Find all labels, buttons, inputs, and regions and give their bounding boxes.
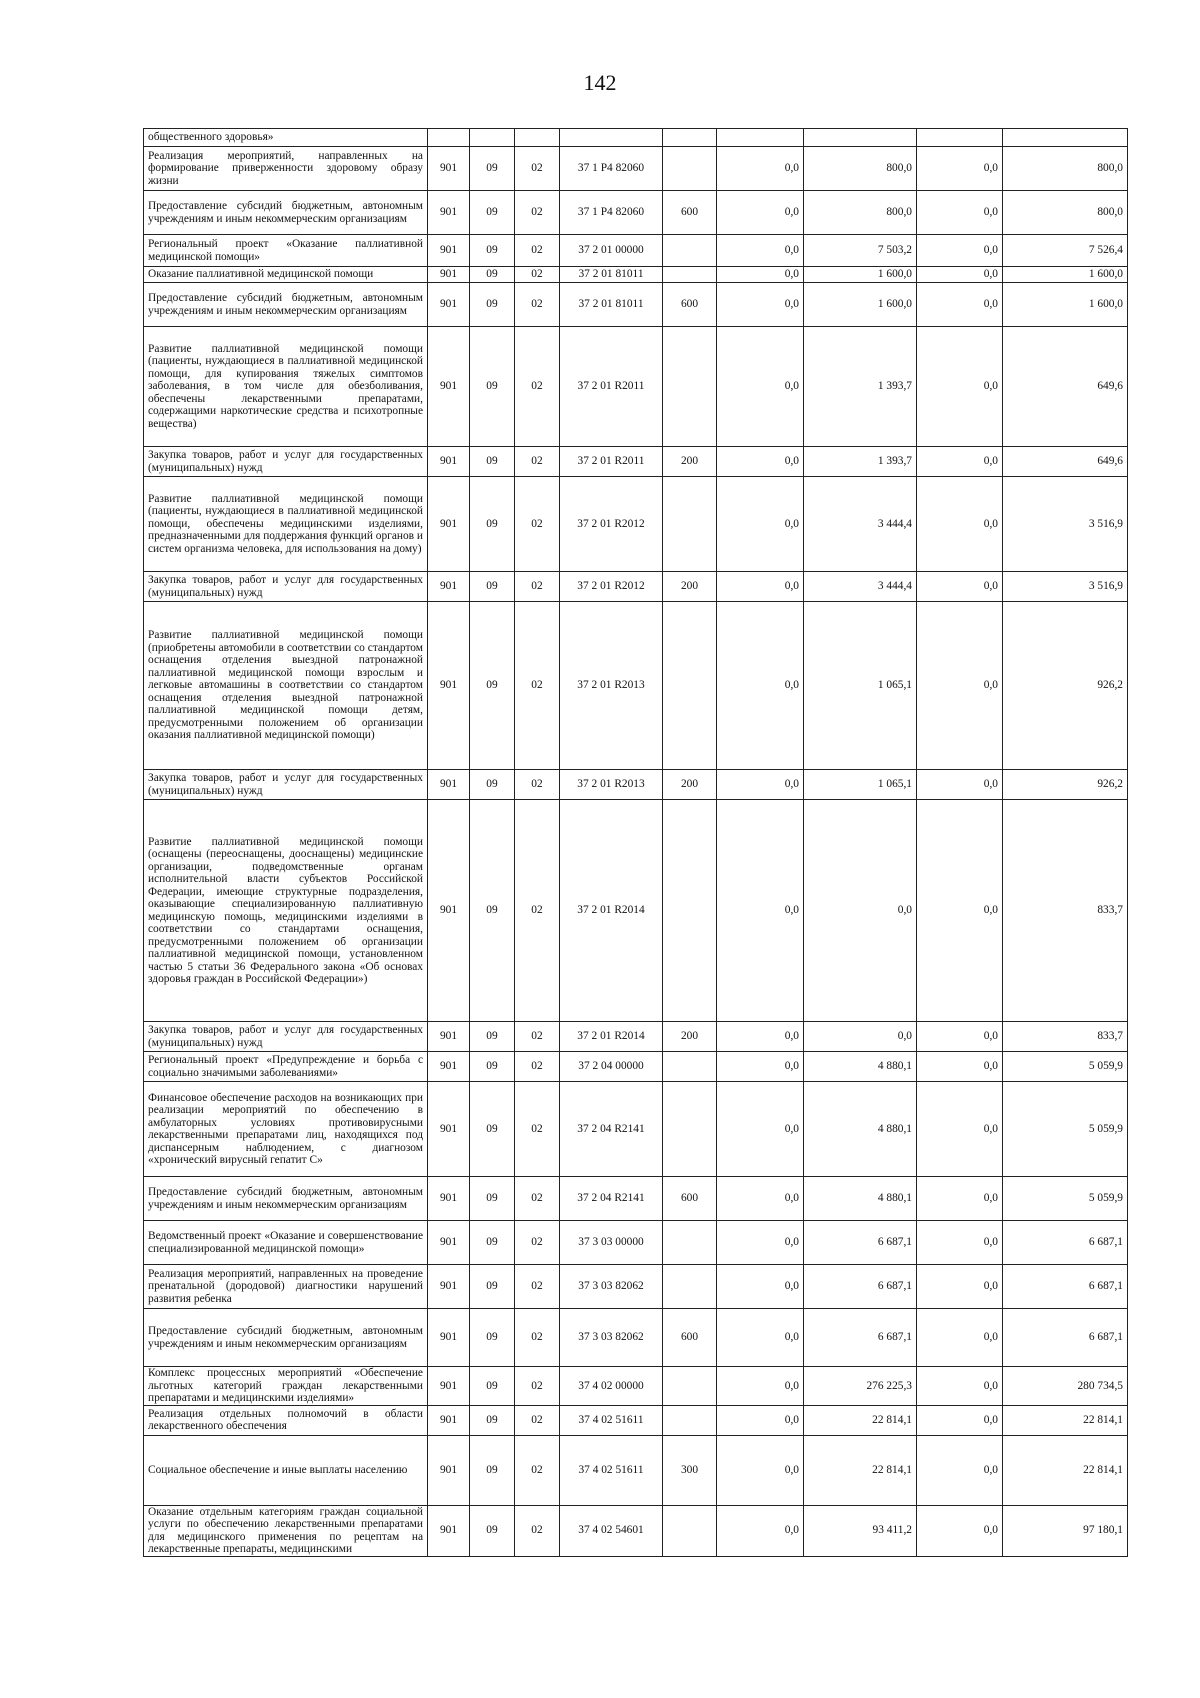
amount-3-cell: 0,0 (917, 1505, 1003, 1556)
department-code-cell: 901 (428, 572, 470, 602)
target-article-cell: 37 2 01 R2013 (560, 770, 663, 800)
amount-3-cell: 0,0 (917, 1435, 1003, 1505)
department-code-cell: 901 (428, 477, 470, 572)
subsection-code-cell: 02 (515, 1435, 560, 1505)
department-code-cell: 901 (428, 283, 470, 327)
subsection-code-cell: 02 (515, 147, 560, 191)
table-row (144, 267, 1128, 283)
department-code-cell: 901 (428, 602, 470, 770)
department-code-cell: 901 (428, 1082, 470, 1177)
row-name-cell: Реализация отдельных полномочий в области лекарственного обеспечения (144, 1405, 428, 1435)
row-name-cell: Развитие паллиативной медицинской помощи (оснащены (переоснащены, дооснащены) медицинские организации, подведомственные органам исполнительной власти субъектов Российской Федерации, имеющие структурные подразделения, оказывающие специализированную паллиативную медицинскую помощь, медицинскими изделиями в соответствии со стандартами оснащения, предусмотренными положением об организации паллиативной медицинской помощи, установленном частью 5 статьи 36 Федерального закона «Об основах здоровья граждан в Российской Федерации») (144, 800, 428, 1022)
subsection-code-cell (515, 129, 560, 147)
amount-3-cell: 0,0 (917, 1405, 1003, 1435)
target-article-cell: 37 4 02 00000 (560, 1367, 663, 1406)
amount-3-cell (917, 129, 1003, 147)
page-number: 142 (583, 70, 617, 95)
table-row (144, 1309, 1128, 1367)
amount-1-cell: 0,0 (717, 800, 804, 1022)
budget-table-body (144, 129, 1128, 1557)
expense-type-cell: 600 (663, 283, 717, 327)
amount-3-cell: 0,0 (917, 327, 1003, 447)
subsection-code-cell: 02 (515, 1405, 560, 1435)
amount-2-cell: 1 065,1 (804, 602, 917, 770)
section-code-cell: 09 (470, 1052, 515, 1082)
amount-1-cell: 0,0 (717, 1405, 804, 1435)
department-code-cell: 901 (428, 1309, 470, 1367)
amount-4-cell: 926,2 (1003, 602, 1128, 770)
amount-3-cell: 0,0 (917, 447, 1003, 477)
amount-2-cell: 0,0 (804, 1022, 917, 1052)
amount-3-cell: 0,0 (917, 1265, 1003, 1309)
target-article-cell: 37 2 04 R2141 (560, 1082, 663, 1177)
table-row (144, 129, 1128, 147)
subsection-code-cell: 02 (515, 1052, 560, 1082)
department-code-cell: 901 (428, 191, 470, 235)
row-name-cell: Социальное обеспечение и иные выплаты населению (144, 1435, 428, 1505)
expense-type-cell (663, 1221, 717, 1265)
row-name-cell: Закупка товаров, работ и услуг для государственных (муниципальных) нужд (144, 447, 428, 477)
department-code-cell: 901 (428, 1435, 470, 1505)
amount-1-cell: 0,0 (717, 191, 804, 235)
table-row (144, 1221, 1128, 1265)
table-row (144, 191, 1128, 235)
expense-type-cell: 200 (663, 447, 717, 477)
amount-1-cell: 0,0 (717, 572, 804, 602)
amount-3-cell: 0,0 (917, 1221, 1003, 1265)
department-code-cell: 901 (428, 1367, 470, 1406)
expense-type-cell: 200 (663, 1022, 717, 1052)
row-name-cell: Предоставление субсидий бюджетным, автономным учреждениям и иным некоммерческим организациям (144, 283, 428, 327)
expense-type-cell (663, 1052, 717, 1082)
amount-3-cell: 0,0 (917, 267, 1003, 283)
amount-3-cell: 0,0 (917, 1309, 1003, 1367)
amount-2-cell: 6 687,1 (804, 1265, 917, 1309)
section-code-cell: 09 (470, 602, 515, 770)
row-name-cell: Развитие паллиативной медицинской помощи (пациенты, нуждающиеся в паллиативной медицинской помощи, для купирования тяжелых симптомов заболевания, в том числе для обезболивания, обеспечены лекарственными препаратами, содержащими наркотические средства и психотропные вещества) (144, 327, 428, 447)
target-article-cell: 37 4 02 51611 (560, 1405, 663, 1435)
row-name-cell: Закупка товаров, работ и услуг для государственных (муниципальных) нужд (144, 770, 428, 800)
amount-2-cell: 4 880,1 (804, 1082, 917, 1177)
department-code-cell: 901 (428, 770, 470, 800)
amount-4-cell: 833,7 (1003, 800, 1128, 1022)
amount-3-cell: 0,0 (917, 602, 1003, 770)
table-row (144, 477, 1128, 572)
amount-4-cell: 6 687,1 (1003, 1265, 1128, 1309)
amount-2-cell: 800,0 (804, 191, 917, 235)
section-code-cell: 09 (470, 1177, 515, 1221)
section-code-cell: 09 (470, 1022, 515, 1052)
amount-2-cell: 4 880,1 (804, 1177, 917, 1221)
amount-3-cell: 0,0 (917, 572, 1003, 602)
amount-4-cell: 649,6 (1003, 327, 1128, 447)
department-code-cell: 901 (428, 1177, 470, 1221)
table-row (144, 1082, 1128, 1177)
table-row (144, 800, 1128, 1022)
amount-3-cell: 0,0 (917, 191, 1003, 235)
target-article-cell: 37 2 04 00000 (560, 1052, 663, 1082)
amount-2-cell: 1 600,0 (804, 267, 917, 283)
expense-type-cell (663, 477, 717, 572)
target-article-cell: 37 2 01 81011 (560, 267, 663, 283)
subsection-code-cell: 02 (515, 191, 560, 235)
table-row (144, 770, 1128, 800)
expense-type-cell: 600 (663, 1309, 717, 1367)
amount-2-cell: 22 814,1 (804, 1435, 917, 1505)
target-article-cell: 37 2 01 R2011 (560, 327, 663, 447)
amount-2-cell: 3 444,4 (804, 477, 917, 572)
amount-1-cell: 0,0 (717, 235, 804, 267)
expense-type-cell (663, 1367, 717, 1406)
department-code-cell: 901 (428, 327, 470, 447)
row-name-cell: Реализация мероприятий, направленных на проведение пренатальной (дородовой) диагностики нарушений развития ребенка (144, 1265, 428, 1309)
amount-1-cell: 0,0 (717, 1221, 804, 1265)
department-code-cell (428, 129, 470, 147)
expense-type-cell (663, 1505, 717, 1556)
amount-4-cell: 5 059,9 (1003, 1052, 1128, 1082)
amount-1-cell: 0,0 (717, 1177, 804, 1221)
amount-3-cell: 0,0 (917, 770, 1003, 800)
subsection-code-cell: 02 (515, 1265, 560, 1309)
target-article-cell: 37 2 01 81011 (560, 283, 663, 327)
expense-type-cell (663, 147, 717, 191)
subsection-code-cell: 02 (515, 1367, 560, 1406)
subsection-code-cell: 02 (515, 602, 560, 770)
amount-1-cell: 0,0 (717, 1052, 804, 1082)
amount-1-cell: 0,0 (717, 267, 804, 283)
amount-2-cell: 1 600,0 (804, 283, 917, 327)
amount-1-cell: 0,0 (717, 1022, 804, 1052)
subsection-code-cell: 02 (515, 267, 560, 283)
department-code-cell: 901 (428, 1265, 470, 1309)
amount-2-cell: 1 393,7 (804, 327, 917, 447)
section-code-cell: 09 (470, 572, 515, 602)
amount-1-cell: 0,0 (717, 477, 804, 572)
amount-2-cell: 800,0 (804, 147, 917, 191)
amount-4-cell: 649,6 (1003, 447, 1128, 477)
department-code-cell: 901 (428, 1022, 470, 1052)
section-code-cell: 09 (470, 477, 515, 572)
expense-type-cell (663, 602, 717, 770)
amount-4-cell: 22 814,1 (1003, 1405, 1128, 1435)
amount-4-cell: 3 516,9 (1003, 477, 1128, 572)
row-name-cell: Региональный проект «Оказание паллиативной медицинской помощи» (144, 235, 428, 267)
department-code-cell: 901 (428, 1405, 470, 1435)
amount-3-cell: 0,0 (917, 800, 1003, 1022)
amount-3-cell: 0,0 (917, 1022, 1003, 1052)
amount-3-cell: 0,0 (917, 235, 1003, 267)
row-name-cell: Ведомственный проект «Оказание и совершенствование специализированной медицинской помощи» (144, 1221, 428, 1265)
amount-4-cell: 800,0 (1003, 147, 1128, 191)
amount-2-cell (804, 129, 917, 147)
table-row (144, 327, 1128, 447)
department-code-cell: 901 (428, 1052, 470, 1082)
amount-4-cell: 3 516,9 (1003, 572, 1128, 602)
amount-4-cell: 833,7 (1003, 1022, 1128, 1052)
subsection-code-cell: 02 (515, 1221, 560, 1265)
section-code-cell: 09 (470, 1367, 515, 1406)
section-code-cell (470, 129, 515, 147)
amount-2-cell: 4 880,1 (804, 1052, 917, 1082)
expense-type-cell (663, 267, 717, 283)
department-code-cell: 901 (428, 1505, 470, 1556)
subsection-code-cell: 02 (515, 1177, 560, 1221)
department-code-cell: 901 (428, 800, 470, 1022)
amount-4-cell: 97 180,1 (1003, 1505, 1128, 1556)
expense-type-cell: 600 (663, 1177, 717, 1221)
expense-type-cell (663, 235, 717, 267)
subsection-code-cell: 02 (515, 572, 560, 602)
row-name-cell: общественного здоровья» (144, 129, 428, 147)
row-name-cell: Оказание отдельным категориям граждан социальной услуги по обеспечению лекарственными препаратами для медицинского применения по рецептам на лекарственные препараты, медицинскими (144, 1505, 428, 1556)
table-row (144, 283, 1128, 327)
table-row (144, 1177, 1128, 1221)
section-code-cell: 09 (470, 800, 515, 1022)
subsection-code-cell: 02 (515, 327, 560, 447)
target-article-cell: 37 3 03 82062 (560, 1265, 663, 1309)
section-code-cell: 09 (470, 267, 515, 283)
table-row (144, 1435, 1128, 1505)
section-code-cell: 09 (470, 191, 515, 235)
row-name-cell: Реализация мероприятий, направленных на формирование приверженности здоровому образу жизни (144, 147, 428, 191)
section-code-cell: 09 (470, 235, 515, 267)
table-row (144, 1052, 1128, 1082)
amount-2-cell: 3 444,4 (804, 572, 917, 602)
amount-1-cell: 0,0 (717, 1435, 804, 1505)
target-article-cell: 37 2 01 00000 (560, 235, 663, 267)
target-article-cell: 37 4 02 54601 (560, 1505, 663, 1556)
department-code-cell: 901 (428, 1221, 470, 1265)
amount-4-cell: 800,0 (1003, 191, 1128, 235)
expense-type-cell (663, 129, 717, 147)
amount-1-cell: 0,0 (717, 147, 804, 191)
table-row (144, 235, 1128, 267)
section-code-cell: 09 (470, 1435, 515, 1505)
target-article-cell: 37 3 03 82062 (560, 1309, 663, 1367)
target-article-cell: 37 2 01 R2011 (560, 447, 663, 477)
table-row (144, 1367, 1128, 1406)
department-code-cell: 901 (428, 147, 470, 191)
expense-type-cell: 200 (663, 770, 717, 800)
table-row (144, 1405, 1128, 1435)
section-code-cell: 09 (470, 1221, 515, 1265)
section-code-cell: 09 (470, 1405, 515, 1435)
section-code-cell: 09 (470, 283, 515, 327)
amount-2-cell: 93 411,2 (804, 1505, 917, 1556)
target-article-cell: 37 2 01 R2012 (560, 572, 663, 602)
amount-3-cell: 0,0 (917, 1367, 1003, 1406)
amount-3-cell: 0,0 (917, 283, 1003, 327)
amount-1-cell: 0,0 (717, 1082, 804, 1177)
table-row (144, 147, 1128, 191)
table-row (144, 1022, 1128, 1052)
expense-type-cell (663, 1405, 717, 1435)
amount-4-cell: 280 734,5 (1003, 1367, 1128, 1406)
amount-1-cell: 0,0 (717, 1367, 804, 1406)
target-article-cell (560, 129, 663, 147)
section-code-cell: 09 (470, 327, 515, 447)
amount-1-cell (717, 129, 804, 147)
amount-1-cell: 0,0 (717, 283, 804, 327)
subsection-code-cell: 02 (515, 477, 560, 572)
target-article-cell: 37 2 01 R2012 (560, 477, 663, 572)
section-code-cell: 09 (470, 1082, 515, 1177)
target-article-cell: 37 3 03 00000 (560, 1221, 663, 1265)
row-name-cell: Финансовое обеспечение расходов на возникающих при реализации мероприятий по обеспечению в амбулаторных условиях противовирусными лекарственными препаратами лиц, находящихся под диспансерным наблюдением, с диагнозом «хронический вирусный гепатит С» (144, 1082, 428, 1177)
amount-4-cell: 5 059,9 (1003, 1082, 1128, 1177)
amount-4-cell: 22 814,1 (1003, 1435, 1128, 1505)
section-code-cell: 09 (470, 447, 515, 477)
amount-4-cell: 926,2 (1003, 770, 1128, 800)
amount-2-cell: 1 393,7 (804, 447, 917, 477)
budget-table (143, 128, 1128, 1557)
amount-1-cell: 0,0 (717, 327, 804, 447)
amount-2-cell: 0,0 (804, 800, 917, 1022)
table-row (144, 1505, 1128, 1556)
amount-2-cell: 1 065,1 (804, 770, 917, 800)
section-code-cell: 09 (470, 147, 515, 191)
amount-3-cell: 0,0 (917, 147, 1003, 191)
amount-3-cell: 0,0 (917, 1177, 1003, 1221)
row-name-cell: Предоставление субсидий бюджетным, автономным учреждениям и иным некоммерческим организациям (144, 1309, 428, 1367)
row-name-cell: Развитие паллиативной медицинской помощи (пациенты, нуждающиеся в паллиативной медицинской помощи, обеспечены медицинскими изделиями, предназначенными для поддержания функций органов и систем организма человека, для использования на дому) (144, 477, 428, 572)
subsection-code-cell: 02 (515, 447, 560, 477)
department-code-cell: 901 (428, 235, 470, 267)
expense-type-cell (663, 800, 717, 1022)
amount-4-cell (1003, 129, 1128, 147)
subsection-code-cell: 02 (515, 1505, 560, 1556)
subsection-code-cell: 02 (515, 283, 560, 327)
section-code-cell: 09 (470, 770, 515, 800)
row-name-cell: Предоставление субсидий бюджетным, автономным учреждениям и иным некоммерческим организациям (144, 191, 428, 235)
subsection-code-cell: 02 (515, 1022, 560, 1052)
amount-1-cell: 0,0 (717, 1265, 804, 1309)
table-row (144, 602, 1128, 770)
row-name-cell: Оказание паллиативной медицинской помощи (144, 267, 428, 283)
amount-1-cell: 0,0 (717, 770, 804, 800)
amount-3-cell: 0,0 (917, 1082, 1003, 1177)
target-article-cell: 37 2 04 R2141 (560, 1177, 663, 1221)
amount-4-cell: 1 600,0 (1003, 283, 1128, 327)
subsection-code-cell: 02 (515, 1082, 560, 1177)
table-row (144, 1265, 1128, 1309)
row-name-cell: Региональный проект «Предупреждение и борьба с социально значимыми заболеваниями» (144, 1052, 428, 1082)
amount-4-cell: 6 687,1 (1003, 1221, 1128, 1265)
expense-type-cell (663, 1265, 717, 1309)
section-code-cell: 09 (470, 1265, 515, 1309)
row-name-cell: Закупка товаров, работ и услуг для государственных (муниципальных) нужд (144, 1022, 428, 1052)
row-name-cell: Комплекс процессных мероприятий «Обеспечение льготных категорий граждан лекарственными препаратами и медицинскими изделиями» (144, 1367, 428, 1406)
amount-1-cell: 0,0 (717, 447, 804, 477)
subsection-code-cell: 02 (515, 800, 560, 1022)
amount-3-cell: 0,0 (917, 1052, 1003, 1082)
target-article-cell: 37 2 01 R2013 (560, 602, 663, 770)
subsection-code-cell: 02 (515, 235, 560, 267)
amount-2-cell: 7 503,2 (804, 235, 917, 267)
row-name-cell: Предоставление субсидий бюджетным, автономным учреждениям и иным некоммерческим организациям (144, 1177, 428, 1221)
row-name-cell: Закупка товаров, работ и услуг для государственных (муниципальных) нужд (144, 572, 428, 602)
amount-3-cell: 0,0 (917, 477, 1003, 572)
target-article-cell: 37 2 01 R2014 (560, 1022, 663, 1052)
subsection-code-cell: 02 (515, 770, 560, 800)
amount-2-cell: 6 687,1 (804, 1221, 917, 1265)
amount-2-cell: 6 687,1 (804, 1309, 917, 1367)
target-article-cell: 37 1 Р4 82060 (560, 191, 663, 235)
section-code-cell: 09 (470, 1309, 515, 1367)
amount-1-cell: 0,0 (717, 1309, 804, 1367)
row-name-cell: Развитие паллиативной медицинской помощи (приобретены автомобили в соответствии со стандартом оснащения отделения выездной патронажной паллиативной медицинской помощи взрослым и легковые автомашины в соответствии со стандартом оснащения отделения выездной патронажной паллиативной медицинской помощи детям, предусмотренными положением об организации оказания паллиативной медицинской помощи) (144, 602, 428, 770)
expense-type-cell: 600 (663, 191, 717, 235)
amount-4-cell: 5 059,9 (1003, 1177, 1128, 1221)
department-code-cell: 901 (428, 447, 470, 477)
expense-type-cell (663, 327, 717, 447)
department-code-cell: 901 (428, 267, 470, 283)
amount-2-cell: 276 225,3 (804, 1367, 917, 1406)
table-row (144, 447, 1128, 477)
target-article-cell: 37 4 02 51611 (560, 1435, 663, 1505)
amount-2-cell: 22 814,1 (804, 1405, 917, 1435)
subsection-code-cell: 02 (515, 1309, 560, 1367)
target-article-cell: 37 2 01 R2014 (560, 800, 663, 1022)
table-row (144, 572, 1128, 602)
amount-4-cell: 1 600,0 (1003, 267, 1128, 283)
amount-4-cell: 6 687,1 (1003, 1309, 1128, 1367)
section-code-cell: 09 (470, 1505, 515, 1556)
expense-type-cell (663, 1082, 717, 1177)
amount-1-cell: 0,0 (717, 1505, 804, 1556)
amount-1-cell: 0,0 (717, 602, 804, 770)
expense-type-cell: 200 (663, 572, 717, 602)
expense-type-cell: 300 (663, 1435, 717, 1505)
target-article-cell: 37 1 Р4 82060 (560, 147, 663, 191)
amount-4-cell: 7 526,4 (1003, 235, 1128, 267)
